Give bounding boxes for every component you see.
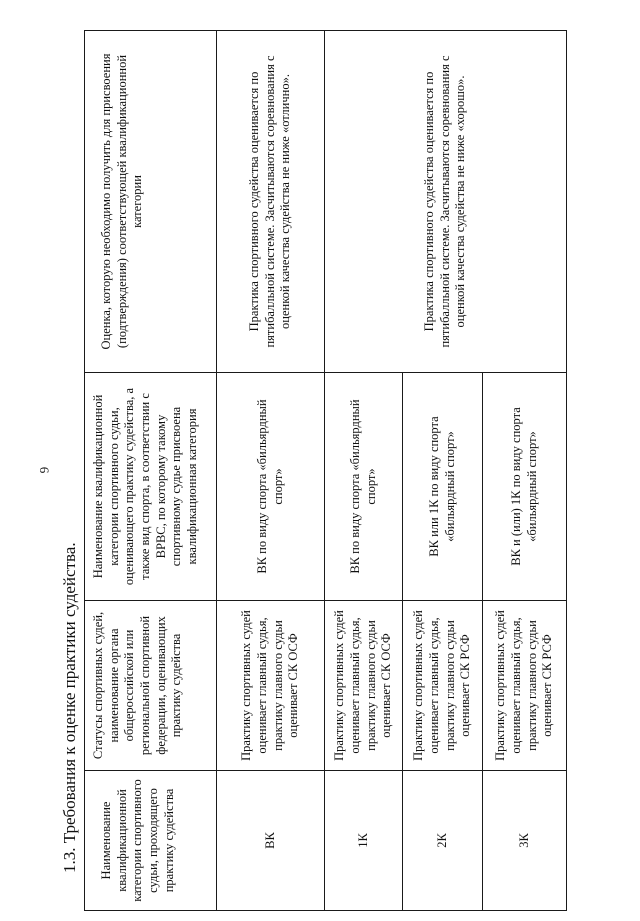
row-category: ВК bbox=[217, 771, 325, 911]
row-evaluator-category: ВК и (или) 1К по виду спорта «бильярдный спорт» bbox=[483, 373, 567, 601]
practice-requirements-table bbox=[84, 30, 567, 911]
row-evaluator-category: ВК по виду спорта «бильярдный спорт» bbox=[325, 373, 403, 601]
section-title: 1.3. Требования к оценке практики судейства. bbox=[60, 542, 79, 873]
row-category: 1К bbox=[325, 771, 403, 911]
row-evaluators: Практику спортивных судей оценивает главный судья, практику главного судьи оценивает СК РСФ bbox=[483, 601, 567, 771]
row-grade: Практика спортивного судейства оценивается по пятибалльной системе. Засчитываются соревнования с оценкой качества судейства не ниже «хорошо». bbox=[325, 31, 567, 373]
header-category: Наименование квалификационной категории спортивного судьи, проходящего практику судейства bbox=[85, 771, 217, 911]
header-evaluators: Статусы спортивных судей, наименование органа общероссийской или региональной спортивной федерации, оценивающих практику судейства bbox=[85, 601, 217, 771]
page-number: 6 bbox=[37, 466, 52, 474]
row-evaluators: Практику спортивных судей оценивает главный судья, практику главного судьи оценивает СК РСФ bbox=[403, 601, 483, 771]
row-category: 2К bbox=[403, 771, 483, 911]
header-evaluator-category: Наименование квалификационной категории спортивного судьи, оценивающего практику судейства, а также вид спорта, в соответствии с ВРВС, по которому такому спортивному судье присвоена квалификационная категория bbox=[85, 373, 217, 601]
row-category: 3К bbox=[483, 771, 567, 911]
table-row bbox=[217, 31, 325, 911]
table-header-row bbox=[85, 31, 217, 911]
table-row bbox=[325, 31, 403, 911]
row-evaluators: Практику спортивных судей оценивает главный судья, практику главного судьи оценивает СК ОСФ bbox=[325, 601, 403, 771]
row-evaluators: Практику спортивных судей оценивает главный судья, практику главного судьи оценивает СК ОСФ bbox=[217, 601, 325, 771]
row-evaluator-category: ВК или 1К по виду спорта «бильярдный спорт» bbox=[403, 373, 483, 601]
row-grade: Практика спортивного судейства оценивается по пятибалльной системе. Засчитываются соревнования с оценкой качества судейства не ниже «отлично». bbox=[217, 31, 325, 373]
header-grade: Оценка, которую необходимо получить для присвоения (подтверждения) соответствующей квалификационной категории bbox=[85, 31, 217, 373]
row-evaluator-category: ВК по виду спорта «бильярдный спорт» bbox=[217, 373, 325, 601]
